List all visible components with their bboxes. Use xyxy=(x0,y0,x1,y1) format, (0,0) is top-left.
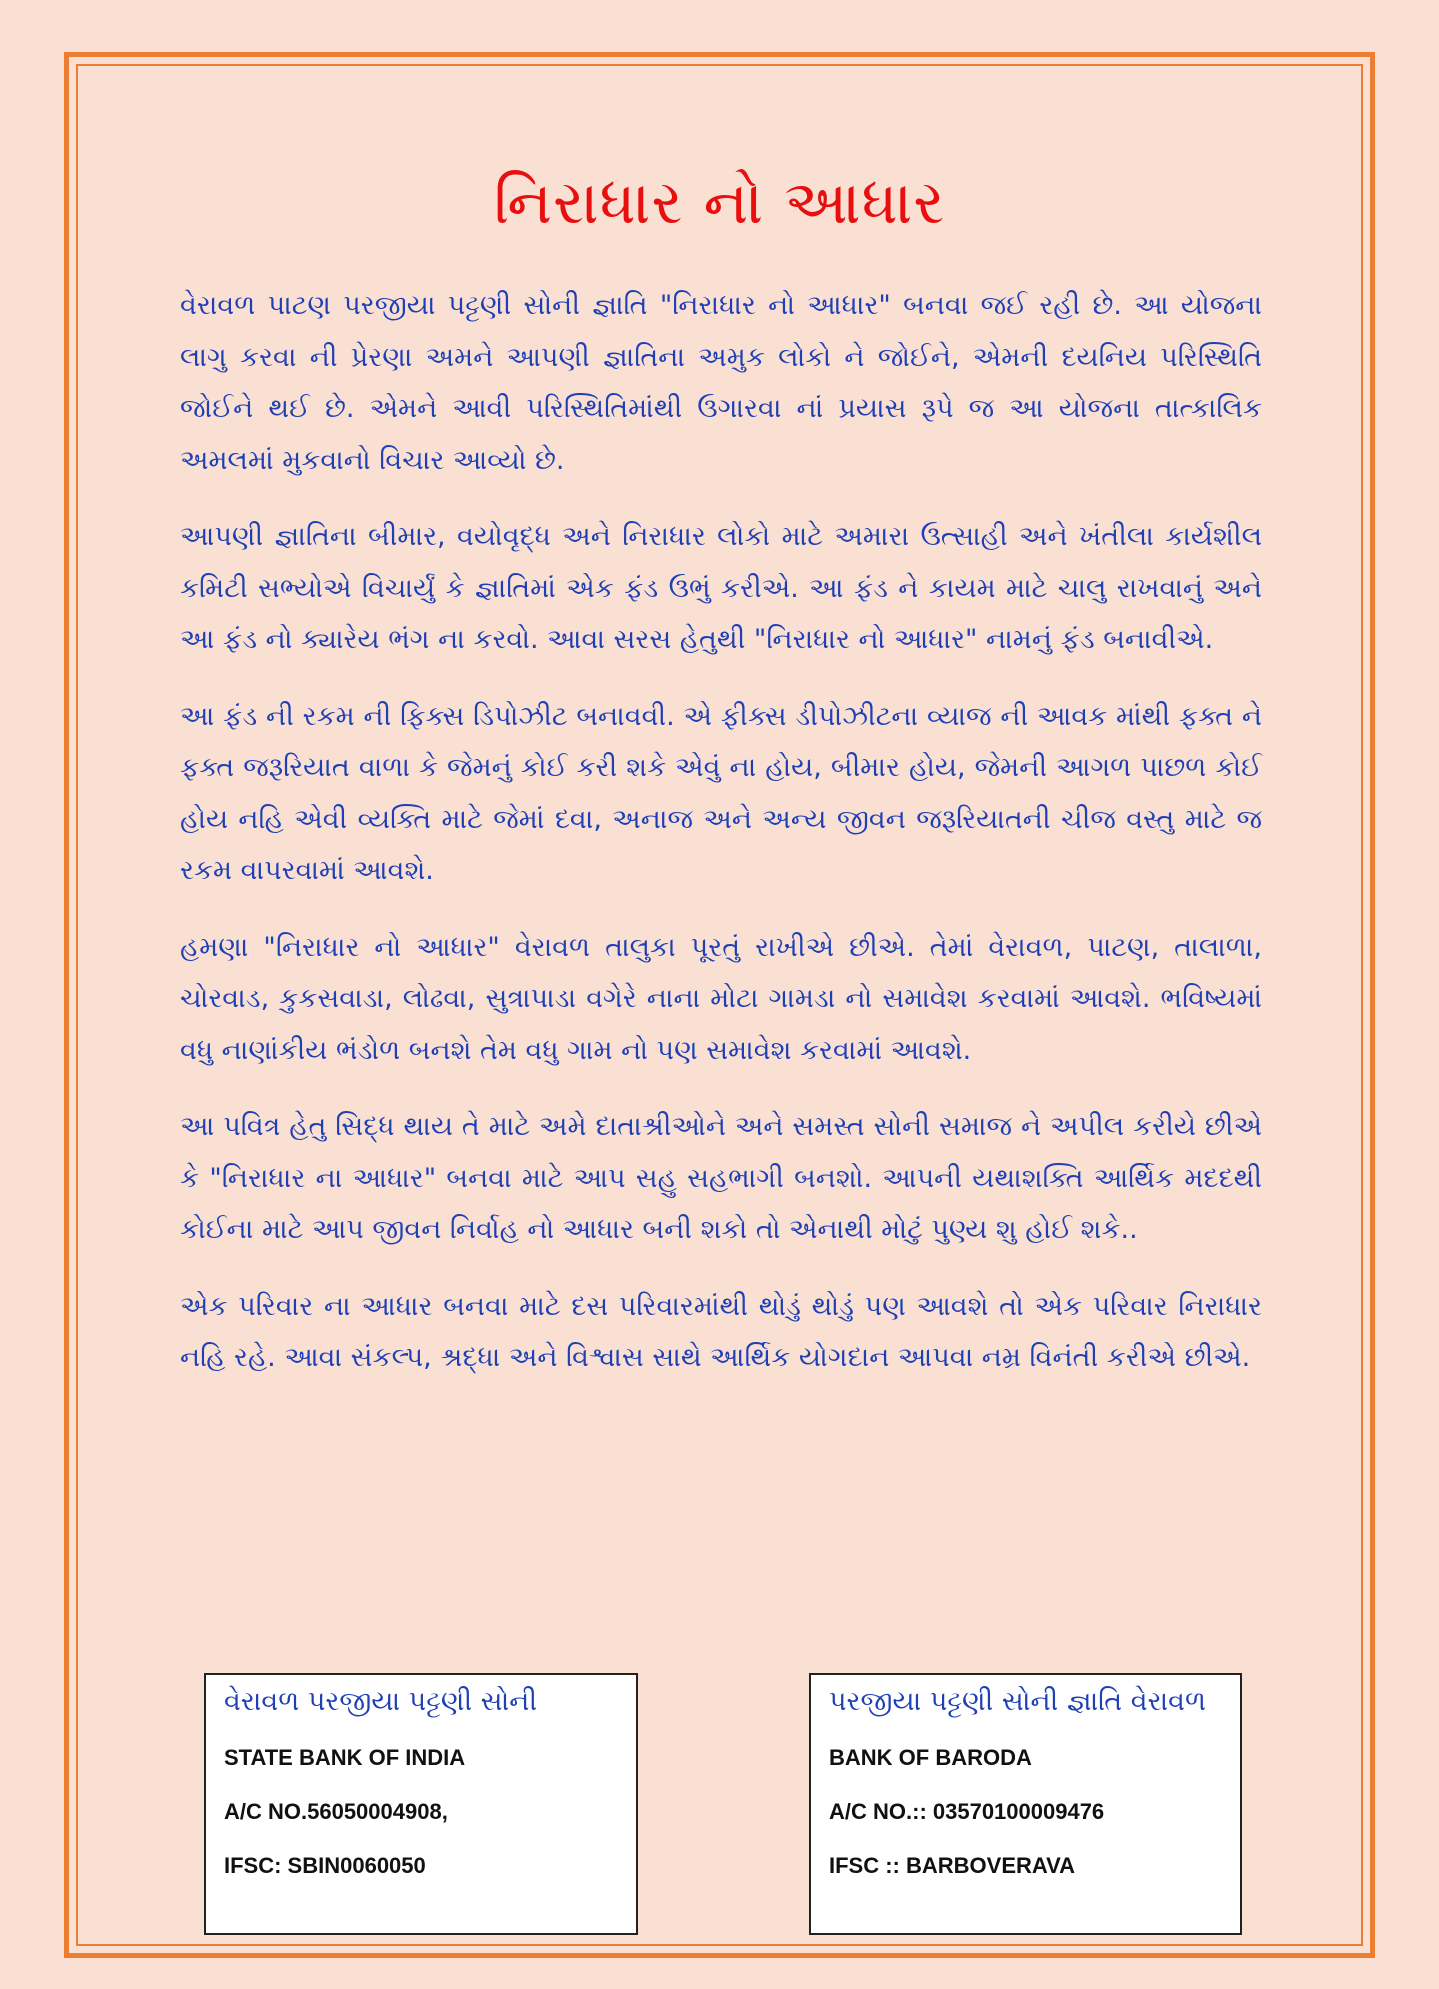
bank-ifsc: IFSC :: BARBOVERAVA xyxy=(829,1853,1076,1878)
paragraph-appeal: આ પવિત્ર હેતુ સિદ્ધ થાય તે માટે અમે દાતાશ્રીઓને અને સમસ્ત સોની સમાજ ને અપીલ કરીયે છીએ કે "નિરાધાર ના આધાર" બનવા માટે આપ સહુ સહભાગી બનશો. આપની યથાશક્તિ આર્થિક મદદથી કોઈના માટે આપ જીવન નિર્વાહ નો આધાર બની શકો તો એનાથી મોટું પુણ્ય શુ હોઈ શકે.. xyxy=(180,1111,1262,1245)
bank-name: STATE BANK OF INDIA xyxy=(224,1745,466,1770)
appeal-body xyxy=(180,280,1262,1409)
page-title: નિરાધાર નો આધાર xyxy=(493,168,946,238)
paragraph-fund-purpose: આપણી જ્ઞાતિના બીમાર, વયોવૃદ્ધ અને નિરાધાર લોકો માટે અમારા ઉત્સાહી અને ખંતીલા કાર્યશીલ કમિટી સભ્યોએ વિચાર્યું કે જ્ઞાતિમાં એક ફંડ ઉભું કરીએ. આ ફંડ ને કાયમ માટે ચાલુ રાખવાનું અને આ ફંડ નો ક્યારેય ભંગ ના કરવો. આવા સરસ હેતુથી "નિરાધાર નો આધાર" નામનું ફંડ બનાવીએ. xyxy=(180,521,1262,655)
paragraph-fixed-deposit: આ ફંડ ની રકમ ની ફિક્સ ડિપોઝીટ બનાવવી. એ ફીક્સ ડીપોઝીટના વ્યાજ ની આવક માંથી ફક્ત ને ફક્ત જરૂરિયાત વાળા કે જેમનું કોઈ કરી શકે એવું ના હોય, બીમાર હોય, જેમની આગળ પાછળ કોઈ હોય નહિ એવી વ્યક્તિ માટે જેમાં દવા, અનાજ અને અન્ય જીવન જરૂરિયાતની ચીજ વસ્તુ માટે જ રકમ વાપરવામાં આવશે. xyxy=(180,700,1262,886)
paragraph-intro: વેરાવળ પાટણ પરજીયા પટ્ટણી સોની જ્ઞાતિ "નિરાધાર નો આધાર" બનવા જઈ રહી છે. આ યોજના લાગુ કરવા ની પ્રેરણા અમને આપણી જ્ઞાતિના અમુક લોકો ને જોઈને, એમની દયનિય પરિસ્થિતિ જોઈને થઈ છે. એમને આવી પરિસ્થિતિમાંથી ઉગારવા નાં પ્રયાસ રૂપે જ આ યોજના તાત્કાલિક અમલમાં મુકવાનો વિચાર આવ્યો છે. xyxy=(180,290,1262,476)
bank-account-number: A/C NO.56050004908, xyxy=(224,1799,448,1824)
bank-name: BANK OF BARODA xyxy=(829,1745,1032,1770)
bank-account-holder: વેરાવળ પરજીયા પટ્ટણી સોની xyxy=(224,1686,538,1717)
bank-details-bob xyxy=(809,1673,1242,1935)
paragraph-coverage: હમણા "નિરાધાર નો આધાર" વેરાવળ તાલુકા પૂરતું રાખીએ છીએ. તેમાં વેરાવળ, પાટણ, તાલાળા, ચોરવાડ, કુકસવાડા, લોઢવા, સુત્રાપાડા વગેરે નાના મોટા ગામડા નો સમાવેશ કરવામાં આવશે. ભવિષ્યમાં વધુ નાણાંકીય ભંડોળ બનશે તેમ વધુ ગામ નો પણ સમાવેશ કરવામાં આવશે. xyxy=(180,931,1262,1066)
bank-account-number: A/C NO.:: 03570100009476 xyxy=(829,1799,1105,1824)
bank-details-sbi xyxy=(204,1673,638,1935)
bank-ifsc: IFSC: SBIN0060050 xyxy=(224,1853,426,1878)
bank-account-holder: પરજીયા પટ્ટણી સોની જ્ઞાતિ વેરાવળ xyxy=(829,1686,1207,1717)
paragraph-closing: એક પરિવાર ના આધાર બનવા માટે દસ પરિવારમાંથી થોડું થોડું પણ આવશે તો એક પરિવાર નિરાધાર નહિ રહે. આવા સંકલ્પ, શ્રદ્ધા અને વિશ્વાસ સાથે આર્થિક યોગદાન આપવા નમ્ર વિનંતી કરીએ છીએ. xyxy=(180,1290,1262,1373)
